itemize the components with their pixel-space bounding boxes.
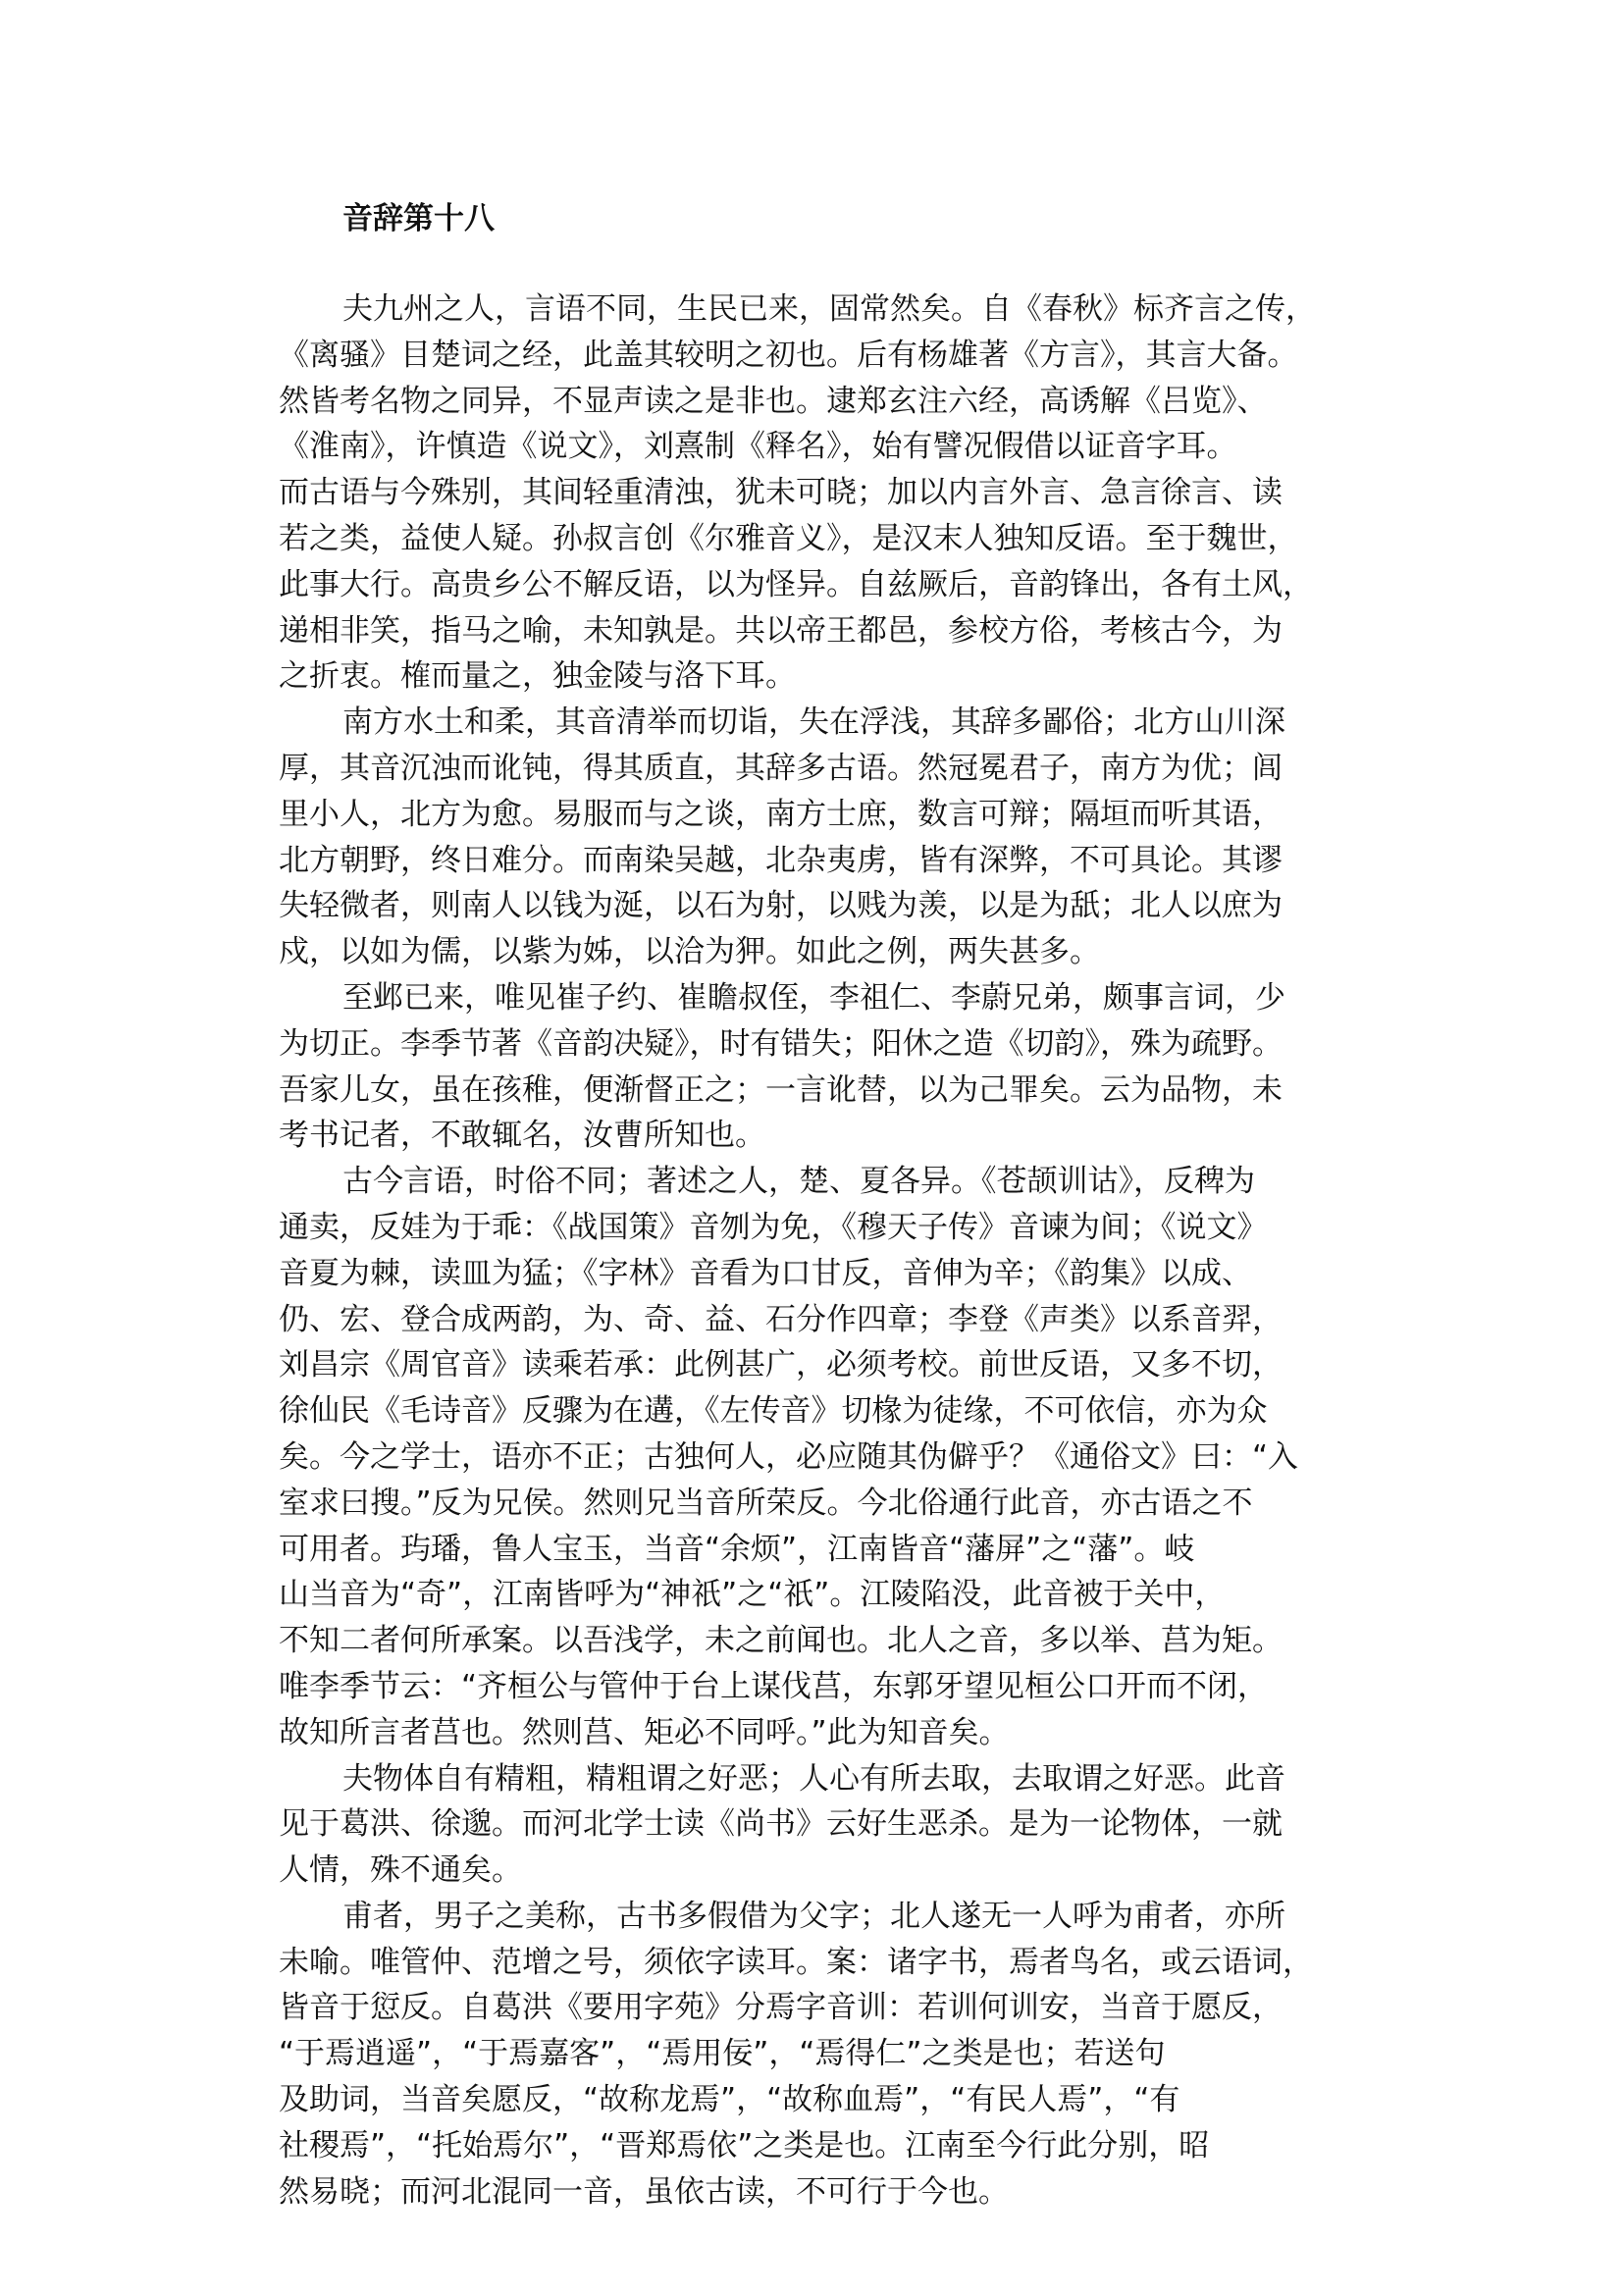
paragraph: 夫九州之人，言语不同，生民已来，固常然矣。自《春秋》标齐言之传， 《离骚》目楚词之经，此盖其较明之初也。后有杨雄著《方言》，其言大备。 然皆考名物之同异，不显声读之是非也。逮郑玄注六经，高诱解《吕览》、 《淮南》，许慎造《说文》，刘熹制《释名》，始有譬况假借以证音字耳。 而古语与今殊别，其间轻重清浊，犹未可晓；加以内言外言、急言徐言、读 若之类，益使人疑。孙叔言创《尔雅音义》，是汉末人独知反语。至于魏世， 此事大行。高贵乡公不解反语，以为怪异。自兹厥后，音韵锋出，各有土风， 递相非笑，指马之喻，未知孰是。共以帝王都邑，参校方俗，考核古今，为 之折衷。榷而量之，独金陵与洛下耳。	[279, 291, 1316, 695]
paragraph: 甫者，男子之美称，古书多假借为父字；北人遂无一人呼为甫者，亦所 未喻。唯管仲、范增之号，须依字读耳。案：诸字书，焉者鸟名，或云语词， 皆音于愆反。自葛洪《要用字苑》分焉字音训：若训何训安，当音于愿反， “于焉逍遥”，“于焉嘉客”，“焉用佞”，“焉得仁”之类是也；若送句 及助词，当音矣愿反，“故称龙焉”，“故称血焉”，“有民人焉”，“有 社稷焉”，“托始焉尔”，“晋郑焉依”之类是也。江南至今行此分别，昭 然易晓；而河北混同一音，虽依古读，不可行于今也。	[279, 1898, 1313, 2210]
paragraph: 至邺已来，唯见崔子约、崔瞻叔侄，李祖仁、李蔚兄弟，颇事言词，少 为切正。李季节著《音韵决疑》，时有错失；阳休之造《切韵》，殊为疏野。 吾家儿女，虽在孩稚，便渐督正之；一言讹替，以为己罪矣。云为品物，未 考书记者，不敢辄名，汝曹所知也。	[279, 979, 1285, 1154]
body-text	[279, 287, 1380, 2215]
paragraph: 南方水土和柔，其音清举而切诣，失在浮浅，其辞多鄙俗；北方山川深 厚，其音沉浊而讹钝，得其质直，其辞多古语。然冠冕君子，南方为优；闾 里小人，北方为愈。易服而与之谈，南方士庶，数言可辩；隔垣而听其语， 北方朝野，终日难分。而南染吴越，北杂夷虏，皆有深弊，不可具论。其谬 失轻微者，则南人以钱为涎，以石为射，以贱为羡，以是为舐；北人以庶为 戍，以如为儒，以紫为姊，以洽为狎。如此之例，两失甚多。	[279, 704, 1285, 970]
paragraph: 古今言语，时俗不同；著述之人，楚、夏各异。《苍颉训诂》，反稗为 通卖，反娃为于乖：《战国策》音刎为免，《穆天子传》音谏为间；《说文》 音夏为棘，读皿为猛；《字林》音看为口甘反，音伸为辛；《韵集》以成、 仍、宏、登合成两韵，为、奇、益、石分作四章；李登《声类》以系音羿， 刘昌宗《周官音》读乘若承：此例甚广，必须考校。前世反语，又多不切， 徐仙民《毛诗音》反骤为在遘，《左传音》切椽为徒缘，不可依信，亦为众 矣。今之学士，语亦不正；古独何人，必应随其伪僻乎？《通俗文》曰：“入 室求曰搜。”反为兄侯。然则兄当音所荣反。今北俗通行此音，亦古语之不 可用者。玙璠，鲁人宝玉，当音“余烦”，江南皆音“藩屏”之“藩”。岐 山当音为“奇”，江南皆呼为“神祇”之“祇”。江陵陷没，此音被于关中， 不知二者何所承案。以吾浅学，未之前闻也。北人之音，多以举、莒为矩。 唯李季节云：“齐桓公与管仲于台上谋伐莒，东郭牙望见桓公口开而不闭， 故知所言者莒也。然则莒、矩必不同呼。”此为知音矣。	[279, 1164, 1299, 1750]
page-title: 音辞第十八	[342, 201, 495, 236]
paragraph: 夫物体自有精粗，精粗谓之好恶；人心有所去取，去取谓之好恶。此音 见于葛洪、徐邈。而河北学士读《尚书》云好生恶杀。是为一论物体，一就 人情，殊不通矣。	[279, 1760, 1285, 1889]
